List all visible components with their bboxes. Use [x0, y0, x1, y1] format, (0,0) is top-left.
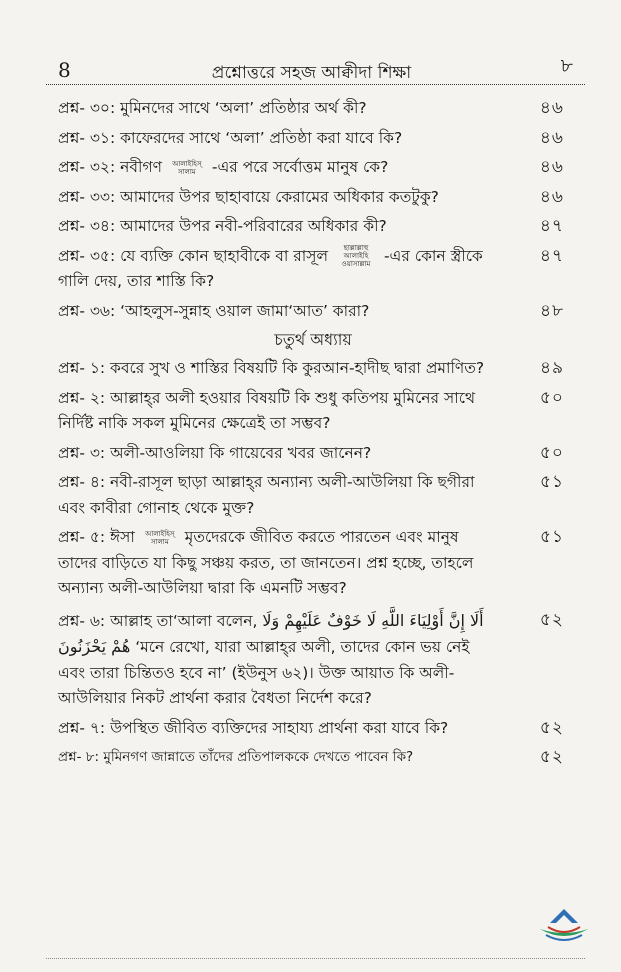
toc-page-number: ৫২ — [539, 747, 564, 767]
toc-entry-text: প্রশ্ন- ৫: ঈসা — [58, 528, 135, 546]
toc-entry-text: প্রশ্ন- ৩৪: আমাদের উপর নবী-পরিবারের অধিকার কী? — [58, 217, 387, 235]
toc-entry[interactable] — [58, 214, 568, 240]
toc-entry-text: -এর পরে সর্বোত্তম মানুষ কে? — [211, 158, 389, 176]
toc-entry-text: প্রশ্ন- ৩: অলী-আওলিয়া কি গায়েবের খবর জানেন? — [58, 443, 372, 462]
toc-page-number: ৪৬ — [539, 157, 564, 177]
toc-page-number: ৪৬ — [539, 186, 564, 207]
logo-roof-shape — [550, 909, 578, 923]
toc-page-number: ৫২ — [539, 609, 564, 630]
table-of-contents — [58, 96, 568, 775]
toc-page-number: ৫২ — [539, 717, 564, 738]
toc-entry-text: প্রশ্ন- ৩৬: ‘আহলুস-সুন্নাহ ওয়াল জামা‘আত’ কারা? — [58, 301, 370, 320]
toc-page-number: ৪৭ — [539, 245, 564, 266]
quran-verse-arabic: أَلَا إِنَّ أَوْلِيَاءَ اللَّهِ لَا خَوْفٌ عَلَيْهِمْ وَلَا هُمْ يَحْزَنُونَ — [58, 610, 484, 656]
honorific-calligraphy: আলাইহিস্ সালাম — [172, 159, 202, 176]
toc-entry[interactable] — [58, 608, 568, 712]
toc-entry-text: ‘মনে রেখো, যারা আল্লাহ্‌র অলী, তাদের কোন ভয় নেই এবং তারা চিন্তিতও হবে না’ (ইউনুস ৬২)। উক্ত আয়াত কি অলী-আউলিয়ার নিকট প্রার্থনা করার বৈধতা নির্দেশ করে? — [58, 638, 470, 707]
toc-entry[interactable] — [58, 299, 568, 325]
toc-entry[interactable] — [58, 356, 568, 382]
toc-entry-text: প্রশ্ন- ৬: আল্লাহ তা‘আলা বলেন, — [58, 611, 258, 630]
logo-arc-shape — [548, 927, 580, 932]
toc-entry[interactable] — [58, 244, 568, 295]
running-title: প্রশ্নোত্তরে সহজ আক্বীদা শিক্ষা — [211, 63, 412, 83]
toc-page-number: ৪৬ — [539, 127, 564, 148]
publisher-logo-icon — [536, 905, 592, 945]
toc-page-number: ৪৭ — [539, 216, 564, 236]
page-number-right: ৮ — [560, 55, 573, 77]
toc-entry[interactable] — [58, 745, 568, 771]
toc-entry-text: প্রশ্ন- ৩০: মুমিনদের সাথে ‘অলা’ প্রতিষ্ঠার অর্থ কী? — [58, 99, 367, 117]
toc-entry-text: প্রশ্ন- ৩৩: আমাদের উপর ছাহাবায়ে কেরামের অধিকার কতটুকু? — [58, 187, 439, 206]
toc-page-number: ৪৬ — [539, 98, 564, 118]
toc-entry-text: প্রশ্ন- ৩২: নবীগণ — [58, 158, 162, 176]
toc-page-number: ৪৯ — [539, 358, 564, 378]
toc-entry[interactable] — [58, 185, 568, 211]
toc-page-number: ৪৮ — [539, 300, 564, 321]
header-divider — [46, 84, 585, 85]
page-number-left: 8 — [58, 58, 71, 82]
footer-divider — [46, 958, 585, 959]
toc-entry-text: -এর কোন স্ত্রীকে গালি দেয়, তার শাস্তি কি? — [58, 246, 483, 290]
honorific-calligraphy: আলাইহিস্ সালাম — [145, 529, 175, 546]
toc-entry-text: মৃতদেরকে জীবিত করতে পারতেন এবং মানুষ তাদের বাড়িতে যা কিছু সঞ্চয় করত, তা জানতেন। প্রশ্ন হচ্ছে, তাহলে অন্যান্য অলী-আউলিয়া দ্বারা কি এমনটি সম্ভব? — [58, 528, 474, 597]
page-header — [40, 52, 583, 83]
toc-entry-text: প্রশ্ন- ১: কবরে সুখ ও শাস্তির বিষয়টি কি কুরআন-হাদীছ দ্বারা প্রমাণিত? — [58, 359, 485, 377]
toc-entry[interactable] — [58, 525, 568, 602]
toc-entry[interactable] — [58, 386, 568, 437]
toc-page-number: ৫০ — [539, 442, 564, 463]
toc-entry-text: প্রশ্ন- ২: আল্লাহ্‌র অলী হওয়ার বিষয়টি কি শুধু কতিপয় মুমিনের সাথে নির্দিষ্ট নাকি সকল মুমিনের ক্ষেত্রেই তা সম্ভব? — [58, 388, 476, 432]
toc-entry[interactable] — [58, 96, 568, 122]
toc-entry[interactable] — [58, 441, 568, 467]
toc-page-number: ৫০ — [539, 387, 564, 408]
toc-entry[interactable] — [58, 716, 568, 742]
chapter-heading: চতুর্থ অধ্যায় — [274, 330, 352, 349]
toc-entry-text: প্রশ্ন- ৭: উপস্থিত জীবিত ব্যক্তিদের সাহায্য প্রার্থনা করা যাবে কি? — [58, 718, 449, 737]
toc-entry-text: প্রশ্ন- ৪: নবী-রাসূল ছাড়া আল্লাহ্‌র অন্যান্য অলী-আউলিয়া কি ছগীরা এবং কাবীরা গোনাহ থেকে মুক্ত? — [58, 473, 475, 517]
honorific-calligraphy: ছাল্লাল্লাহু আলাইহি ওয়াসাল্লাম — [341, 244, 371, 268]
toc-entry-text: প্রশ্ন- ৩১: কাফেরদের সাথে ‘অলা’ প্রতিষ্ঠা করা যাবে কি? — [58, 128, 403, 147]
toc-page-number: ৫১ — [539, 527, 564, 547]
toc-entry-text: প্রশ্ন- ৮: মুমিনগণ জান্নাতে তাঁদের প্রতিপালককে দেখতে পাবেন কি? — [58, 749, 414, 765]
toc-page-number: ৫১ — [539, 472, 564, 492]
toc-entry[interactable] — [58, 470, 568, 521]
toc-entry-text: প্রশ্ন- ৩৫: যে ব্যক্তি কোন ছাহাবীকে বা রাসূল — [58, 246, 329, 265]
toc-entry[interactable] — [58, 126, 568, 152]
toc-entry[interactable] — [58, 155, 568, 181]
